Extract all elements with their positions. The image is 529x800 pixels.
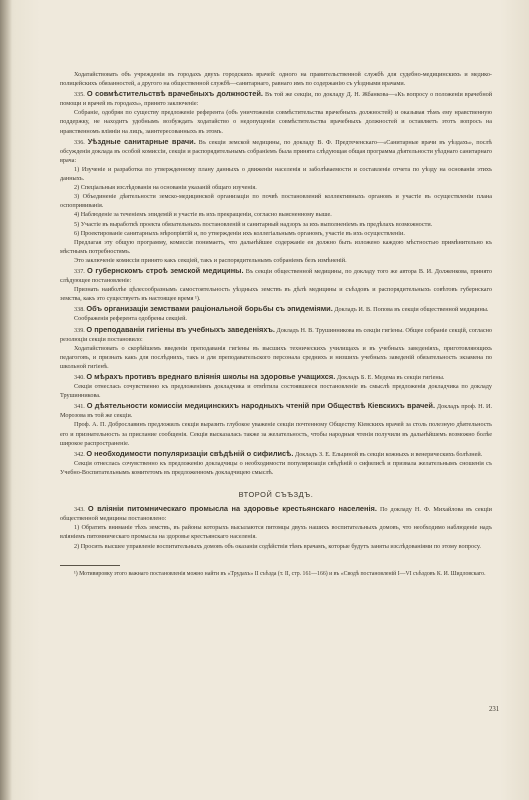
list-item: 2) Спецiальныя изслѣдованiя на основанiи указанiй общаго изученiя. bbox=[74, 184, 257, 192]
section-intro: Въ секцiи земской медицины, по докладу В. Ф. Предтеченскаго—«Санитарные врачи въ уѣздахъ», послѣ обсужденiя доклада въ особой комиссiи, секцiи и распорядительнымъ собранiемъ была принята слѣдующая общая программа дѣятельности уѣзднаго санитарнаго врача: bbox=[60, 138, 493, 164]
list-item: 2) Просить высшее управленiе воспитательныхъ домовъ объ оказанiи содѣйствiя тѣмъ врачамъ, которые будутъ заняты изслѣдованiями по этому вопросу. bbox=[74, 542, 481, 550]
section-number: 342. bbox=[74, 450, 85, 458]
section-number: 341. bbox=[74, 403, 85, 411]
section-number: 340. bbox=[74, 374, 85, 381]
section-title: О преподаванiи гигiены въ учебныхъ заведенiяхъ. bbox=[86, 324, 275, 334]
list-item: 4) Наблюденiе за теченiемъ эпидемiй и участiе въ ихъ прекращенiи, согласно выясненному выше. bbox=[74, 211, 332, 219]
section-intro: Докладъ Б. Е. Медема въ секцiи гигiены. bbox=[336, 374, 445, 381]
section-body: Секцiя отнеслась сочувственно къ предложенiю докладчицы о необходимости популяризацiи свѣдѣнiй о сифилисѣ и призвала желательнымъ сношенiя съ Учебно-Воспитательнымъ комитетомъ въ предложенномъ докладчицею смыслѣ. bbox=[60, 459, 492, 476]
section-intro: Докладъ проф. Н. И. Морозова въ той же секцiи. bbox=[60, 403, 493, 420]
section-title: О необходимости популяризацiи свѣдѣнiй о сифилисѣ. bbox=[86, 448, 294, 458]
section-body: Проф. А. П. Доброславинъ предложилъ секцiи выразить глубокое уваженiе секцiи почтенному Обществу Кiевскихъ врачей за столь полезную дѣятельность его и признательность за прислание сообщенiя. Секцiя высказалась также за желательность, чтобы народныя чтенiя получили въ дальнѣйшемъ возможно болѣе широкое распространенiе. bbox=[60, 421, 492, 447]
list-item: 1) Обратить вниманiе тѣхъ земствъ, въ районы которыхъ высылаются питомцы двухъ нашихъ воспитательныхъ домовъ, что необходимо наблюденiе надъ влiянiемъ питомническаго промысла на здоровье крестьянскаго населенiя. bbox=[60, 524, 492, 541]
section-number: 336. bbox=[74, 138, 85, 146]
congress-heading: ВТОРОЙ СЪѢЗДЪ. bbox=[238, 490, 314, 500]
section-337 bbox=[60, 266, 492, 285]
section-title: О дѣятельности комиссiи медицинскихъ народныхъ чтенiй при Обществѣ Кiевскихъ врачей. bbox=[86, 401, 436, 411]
section-number: 339. bbox=[74, 326, 85, 334]
section-intro: По докладу Н. Ф. Михайлова въ секцiи общественной медицины постановлено: bbox=[60, 506, 492, 523]
section-title: Объ организацiи земствами рацiональной борьбы съ эпидемiями. bbox=[86, 304, 333, 314]
list-item: 3) Объединенiе дѣятельности земско-медицинской организацiи по почвѣ постановлений коллективныхъ органовъ и участiе въ осуществленiи плана оспопрививанiя. bbox=[60, 193, 492, 210]
section-title: О совмѣстительствѣ врачебныхъ должностей. bbox=[86, 89, 263, 99]
section-number: 337. bbox=[74, 267, 85, 275]
section-intro: Докладъ З. Е. Ельциной въ секцiи кожныхъ и венерическихъ болѣзней. bbox=[294, 450, 483, 458]
section-336 bbox=[60, 137, 492, 165]
section-body: Соображенiя референта одобрены секцiей. bbox=[74, 315, 187, 323]
section-number: 343. bbox=[74, 506, 85, 514]
section-342 bbox=[60, 449, 492, 459]
section-intro: Докладъ И. В. Попова въ секцiи общественной медицины. bbox=[334, 306, 489, 314]
section-number: 335. bbox=[74, 91, 85, 99]
footnote: ¹) Мотивировку этого важнаго постановленiя можно найти въ «Трудахъ» II съѣзда (т. II, стр. 161—166) и въ «Сводѣ постановленiй I—VI съѣздовъ К. И. Шидловскаго. bbox=[74, 570, 486, 577]
section-title: Уѣздные санитарные врачи. bbox=[87, 136, 196, 146]
section-body: Признать наиболѣе цѣлесообразнымъ самостоятельность уѣздныхъ земствъ въ дѣлѣ медицины и съѣздовъ и распорядительныхъ совѣтовъ губернскаго земства, какъ это существуетъ въ настоящее время ¹). bbox=[60, 286, 492, 303]
section-339 bbox=[60, 325, 492, 344]
section-intro: Въ той же секцiи, по докладу Д. Н. Жбанкова—«Къ вопросу о положенiи врачебной помощи и врачей въ городахъ», принято заключенiе: bbox=[60, 91, 493, 108]
section-intro: Въ секцiи общественной медицины, по докладу того же автора В. И. Долженкова, принято слѣдующее постановленiе: bbox=[60, 267, 493, 285]
list-item: 1) Изученiе и разработка по утвержденному плану данныхъ о движенiи населенiя и заболѣваемости и составленiе отчета по уѣзду на основанiи этихъ данныхъ. bbox=[60, 165, 492, 183]
page-text bbox=[60, 70, 492, 578]
section-title: О влiянiи питомническаго промысла на здоровье крестьянскаго населенiя. bbox=[87, 504, 377, 514]
section-343 bbox=[60, 504, 492, 523]
intro-paragraph: Ходатайствовать объ учрежденiи въ городахъ двухъ городскихъ врачей: одного на правительственной службѣ для судебно-медицинскихъ и медико-полицейскихъ обязанностей, а другого на общественной службѣ—санитарнаго, равнаго имъ по содержанiю съ уѣздными врачами. bbox=[60, 71, 492, 88]
section-body: Это заключенiе комиссiи принято какъ секцiей, такъ и распорядительнымъ собранiемъ безъ измѣненiй. bbox=[74, 256, 347, 264]
list-item: 5) Участiе въ выработкѣ проекта обязательныхъ постановленiй и санитарный надзоръ за ихъ выполненiемъ въ предѣлахъ возможности. bbox=[74, 220, 433, 228]
footnote-divider bbox=[60, 565, 120, 566]
section-title: О мѣрахъ противъ вреднаго влiянiя школы на здоровье учащихся. bbox=[86, 372, 336, 381]
section-341 bbox=[60, 401, 492, 420]
section-335 bbox=[60, 89, 492, 108]
section-intro: Докладъ Н. В. Трушинникова въ секцiи гигiены. Общее собранiе секцiй, согласно резолюцiи секцiи постановило: bbox=[60, 326, 493, 343]
list-item: 6) Проектированiе санитарныхъ мѣропрiятiй и, по утвержденiи ихъ коллегiальнымъ органомъ, участiе въ ихъ осуществленiи. bbox=[74, 229, 405, 237]
page-number: 231 bbox=[489, 706, 500, 713]
section-body: Предлагая эту общую программу, комиссiя понимаетъ, что дальнѣйшее содержанiе ея должно быть изложено каждою мѣстностью примѣнительно къ мѣстнымъ потребностямъ. bbox=[60, 238, 492, 255]
section-body: Ходатайствовать о скорѣйшемъ введенiи преподаванiя гигiены въ высшихъ техническихъ училищахъ и въ учебныхъ заведенiяхъ, приготовляющихъ педагоговъ, и признать какъ для послѣднихъ, такъ и для преподавательского персонала среднихъ и низшихъ учебныхъ заведенiй обязательность экзамена по школьной гигiенѣ. bbox=[60, 344, 492, 370]
section-number: 338. bbox=[74, 306, 85, 314]
book-spine-shadow bbox=[0, 0, 12, 800]
section-title: О губернскомъ строѣ земской медицины. bbox=[86, 265, 244, 275]
section-body: Собранiе, одобряя по существу предложенiе референта (объ уничтоженiи совмѣстительства врачебныхъ должностей) и оказывая тѣмъ ему нравственную поддержку, не находитъ удобнымъ возбуждать ходатайство о недопущенiи совмѣстительства врачебныхъ должностей и оставляетъ этотъ вопросъ на нравственномъ влiянiи на лицъ, заинтересованныхъ въ этомъ. bbox=[60, 109, 492, 135]
section-338 bbox=[60, 304, 492, 314]
section-340 bbox=[60, 372, 492, 382]
section-body: Секцiя отнеслась сочувственно къ предложенiямъ докладчика и отмѣтила состоявшееся постановленiе въ смыслѣ предложенiя докладчика по докладу Трушинникова. bbox=[60, 383, 492, 400]
